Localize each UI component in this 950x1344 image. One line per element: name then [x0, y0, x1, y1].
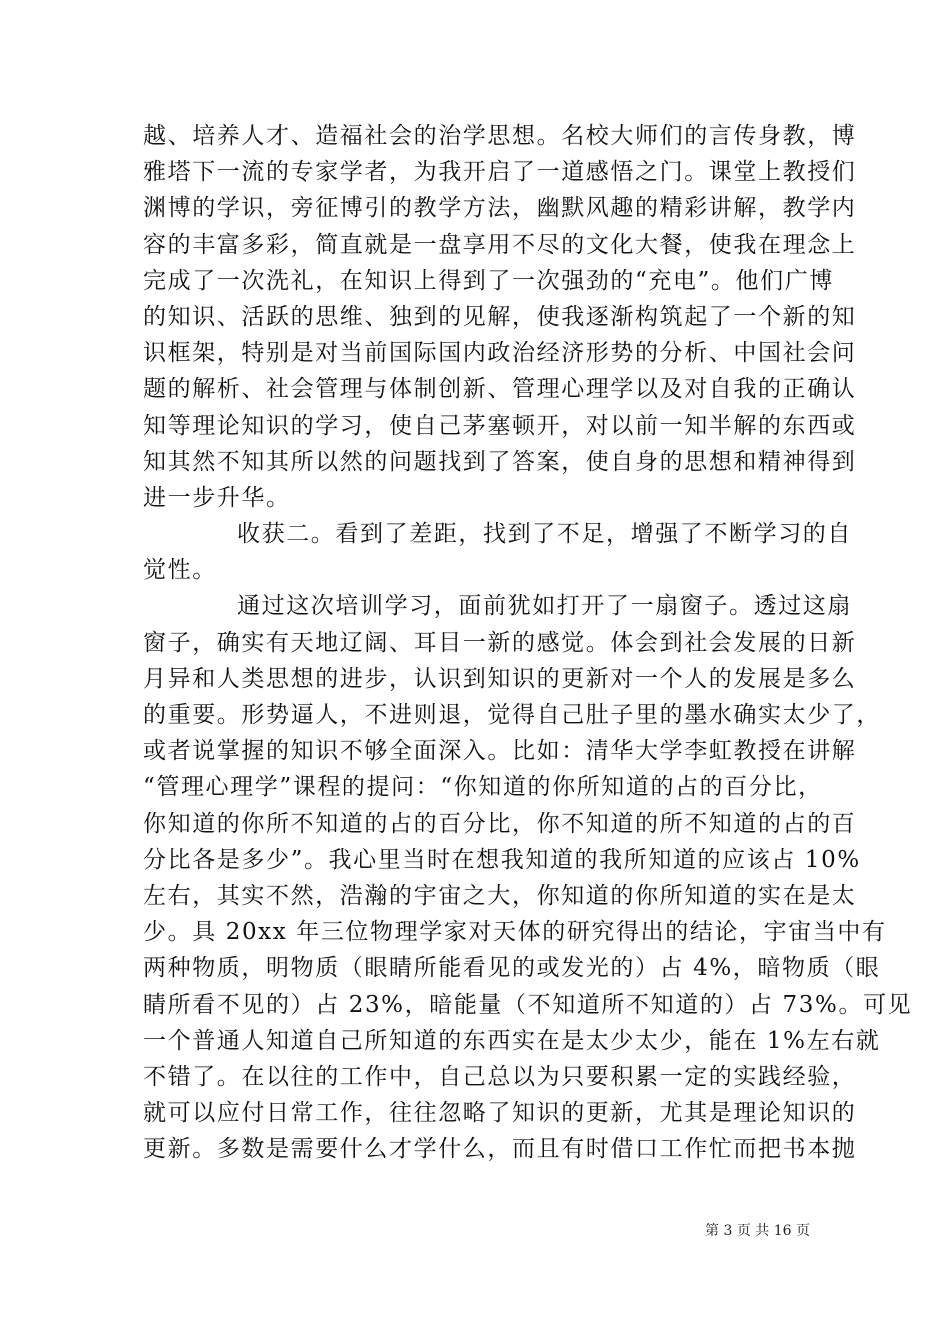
text-line: 分比各是多少”。我心里当时在想我知道的我所知道的应该占 10%: [143, 846, 861, 873]
text-line: 月异和人类思想的进步，认识到知识的更新对一个人的发展是多么: [143, 665, 857, 692]
text-line: 更新。多数是需要什么才学什么，而且有时借口工作忙而把书本抛: [143, 1136, 857, 1163]
text-line: 越、培养人才、造福社会的治学思想。名校大师们的言传身教，博: [143, 123, 857, 149]
text-line: “管理心理学”课程的提问：“你知道的你所知道的占的百分比，: [143, 774, 823, 801]
text-line: 就可以应付日常工作，往往忽略了知识的更新，尤其是理论知识的: [143, 1100, 857, 1127]
text-line: 的重要。形势逼人，不进则退，觉得自己肚子里的墨水确实太少了，: [143, 702, 881, 728]
text-line: 或者说掌握的知识不够全面深入。比如：清华大学李虹教授在讲解: [143, 738, 857, 765]
body-text: [143, 118, 913, 1167]
text-line: 少。具 20xx 年三位物理学家对天体的研究得出的结论，宇宙当中有: [143, 919, 887, 946]
text-line: 两种物质，明物质（眼睛所能看见的或发光的）占 4%，暗物质（眼: [143, 955, 881, 982]
text-line: 知其然不知其所以然的问题找到了答案，使自身的思想和精神得到: [143, 448, 857, 475]
text-line: 左右，其实不然，浩瀚的宇宙之大，你知道的你所知道的实在是太: [143, 882, 857, 909]
text-line: 睛所看不见的）占 23%，暗能量（不知道所不知道的）占 73%。可见: [143, 991, 913, 1018]
section-heading: 收获二。看到了差距，找到了不足，增强了不断学习的自: [237, 521, 852, 548]
section-heading-continued: 觉性。: [143, 557, 217, 584]
text-line: 完成了一次洗礼，在知识上得到了一次强劲的“充电”。他们广博: [143, 267, 834, 294]
text-line: 你知道的你所不知道的占的百分比，你不知道的所不知道的占的百: [143, 810, 857, 837]
text-line: 识框架，特别是对当前国际国内政治经济形势的分析、中国社会问: [143, 340, 857, 367]
text-line: 雅塔下一流的专家学者，为我开启了一道感悟之门。课堂上教授们: [143, 159, 857, 186]
text-line: 一个普通人知道自己所知道的东西实在是太少太少，能在 1%左右就: [143, 1027, 881, 1054]
text-line: 窗子，确实有天地辽阔、耳目一新的感觉。体会到社会发展的日新: [143, 629, 857, 656]
text-line: 进一步升华。: [143, 484, 291, 511]
text-line: 知等理论知识的学习，使自己茅塞顿开，对以前一知半解的东西或: [143, 412, 857, 439]
text-line: 容的丰富多彩，简直就是一盘享用不尽的文化大餐，使我在理念上: [143, 231, 857, 258]
text-line: 题的解析、社会管理与体制创新、管理心理学以及对自我的正确认: [143, 376, 857, 403]
text-line: 的知识、活跃的思维、独到的见解，使我逐渐构筑起了一个新的知: [143, 303, 857, 330]
page-number-footer: 第 3 页 共 16 页: [705, 1223, 810, 1239]
text-line: 渊博的学识，旁征博引的教学方法，幽默风趣的精彩讲解，教学内: [143, 195, 857, 222]
paragraph-start: 通过这次培训学习，面前犹如打开了一扇窗子。透过这扇: [237, 593, 852, 620]
text-line: 不错了。在以往的工作中，自己总以为只要积累一定的实践经验，: [143, 1063, 857, 1090]
